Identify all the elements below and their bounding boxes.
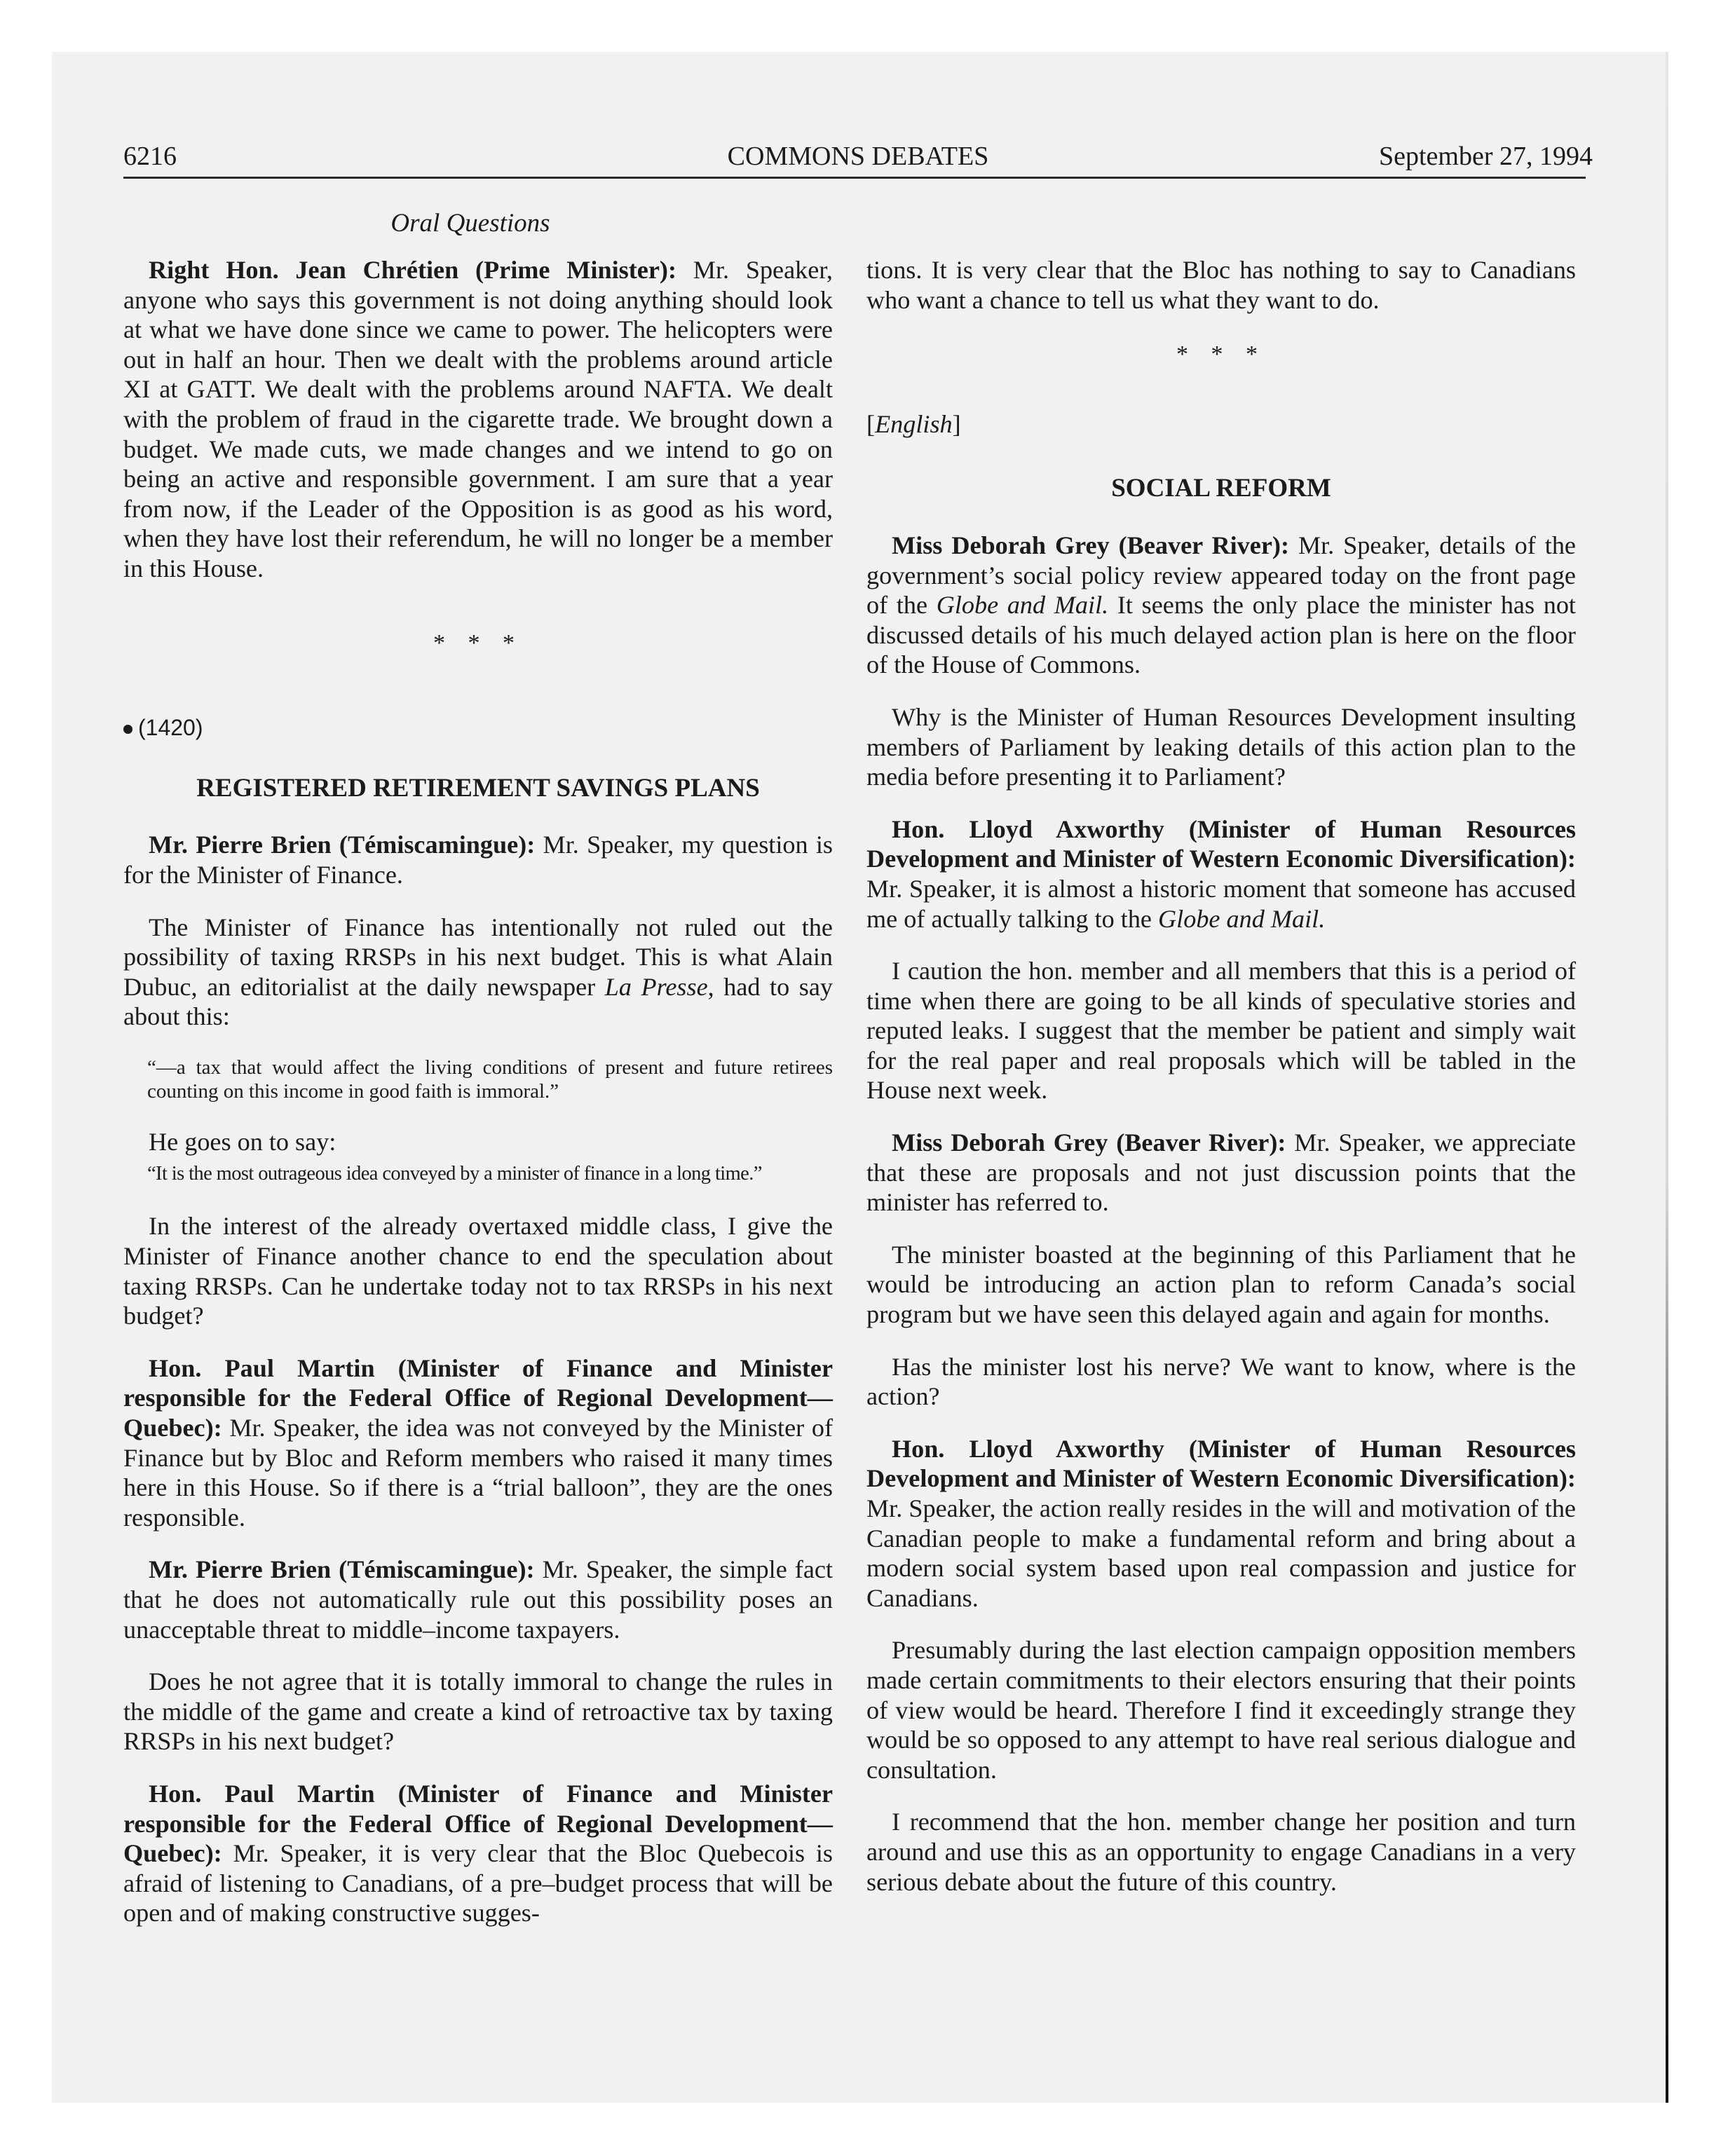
speech-text: Mr. Speaker, it is almost a historic moment that someone has accused me of actually talking to the — [866, 874, 1576, 933]
section-separator: * * * — [1176, 341, 1266, 368]
speech-text: He goes on to say: — [149, 1127, 336, 1156]
language-marker: [ English ] — [866, 409, 1576, 439]
block-quote: “It is the most outrageous idea conveyed by a minister of finance in a long time.” — [147, 1163, 762, 1185]
speaker-name: Miss Deborah Grey (Beaver River): — [892, 531, 1289, 559]
speaker-name: Hon. Lloyd Axworthy (Minister of Human Resources Development and Minister of Western Economic Diversification): — [866, 814, 1576, 873]
paragraph — [123, 830, 833, 889]
block-quote: “—a tax that would affect the living conditions of present and future retirees counting on this income in good faith is immoral.” — [147, 1056, 833, 1103]
section-title: Oral Questions — [390, 209, 550, 238]
time-marker — [123, 713, 833, 743]
speech-text: Mr. Speaker, we appreciate that these are proposals and not just discussion points that the minister has referred to. — [866, 1128, 1576, 1217]
paragraph — [123, 1667, 833, 1756]
newspaper-name: Globe and Mail. — [936, 591, 1109, 620]
paragraph — [866, 956, 1576, 1105]
paragraph — [866, 1434, 1576, 1613]
speaker-name: Miss Deborah Grey (Beaver River): — [892, 1128, 1286, 1157]
speech-text: Why is the Minister of Human Resources Development insulting members of Parliament by leaking details of this action plan to the media before presenting it to Parliament? — [866, 702, 1576, 791]
paragraph — [866, 255, 1576, 315]
newspaper-name: La Presse — [604, 972, 708, 1001]
speaker-name: Hon. Lloyd Axworthy (Minister of Human Resources Development and Minister of Western Economic Diversification): — [866, 1434, 1576, 1493]
page-edge-shadow — [1666, 52, 1668, 2103]
paragraph — [123, 1779, 833, 1928]
paragraph — [866, 531, 1576, 680]
speaker-name: Right Hon. Jean Chrétien (Prime Minister): — [149, 256, 677, 284]
speech-text: I recommend that the hon. member change her position and turn around and use this as an opportunity to engage Canadians in a very serious debate about the future of this country. — [866, 1808, 1576, 1896]
paragraph — [123, 1555, 833, 1644]
speech-text: The Minister of Finance has intentionally not ruled out the possibility of taxing RRSPs in his next budget. This is what Alain Dubuc, an editorialist at the daily newspaper — [123, 913, 833, 1001]
paragraph — [866, 702, 1576, 792]
topic-heading: SOCIAL REFORM — [1111, 474, 1331, 503]
speech-text: Mr. Speaker, details of the government’s social policy review appeared today on the front page of the — [866, 531, 1576, 620]
time-label: (1420) — [138, 715, 203, 741]
paragraph — [123, 1127, 833, 1157]
publication-date: September 27, 1994 — [1378, 142, 1593, 171]
speech-text: Mr. Speaker, it is very clear that the Bloc Quebecois is afraid of listening to Canadians, of a pre–budget process that will be open and of making constructive sugges- — [123, 1839, 833, 1928]
speech-text: It seems the only place the minister has not discussed details of his much delayed action plan is here on the floor of the House of Commons. — [866, 591, 1576, 679]
speaker-name: Hon. Paul Martin (Minister of Finance and Minister responsible for the Federal Office of Regional Development—Quebec): — [123, 1779, 833, 1868]
paragraph — [866, 814, 1576, 934]
speech-text: Does he not agree that it is totally immoral to change the rules in the middle of the game and create a kind of retroactive tax by taxing RRSPs in his next budget? — [123, 1667, 833, 1756]
publication-title: COMMONS DEBATES — [727, 142, 989, 171]
page-header — [123, 137, 1593, 175]
speech-text: I caution the hon. member and all members that this is a period of time when there are going to be all kinds of speculative stories and reputed leaks. I suggest that the member be patient and simply wait for the real paper and real proposals which will be tabled in the House next week. — [866, 957, 1576, 1105]
speech-text: Mr. Speaker, anyone who says this government is not doing anything should look at what we have done since we came to power. The helicopters were out in half an hour. Then we dealt with the problems around article XI at GATT. We dealt with the problems around NAFTA. We dealt with the problem of fraud in the cigarette trade. We brought down a budget. We made cuts, we made changes and we intend to go on being an active and responsible government. I am sure that a year from now, if the Leader of the Opposition is as good as his word, when they have lost their referendum, he will no longer be a member in this House. — [123, 256, 833, 582]
speech-text: Presumably during the last election campaign opposition members made certain commitments to their electors ensuring that their points of view would be heard. Therefore I find it exceedingly strange they would be so opposed to any attempt to have real serious dialogue and consultation. — [866, 1636, 1576, 1784]
topic-heading: REGISTERED RETIREMENT SAVINGS PLANS — [196, 773, 760, 803]
speaker-name: Mr. Pierre Brien (Témiscamingue): — [149, 1555, 535, 1584]
paragraph — [866, 1807, 1576, 1897]
speech-text: , had to say about this: — [123, 972, 833, 1031]
speech-text: Mr. Speaker, the idea was not conveyed by the Minister of Finance but by Bloc and Reform members who raised it many times here in this House. So if there is a “trial balloon”, they are the ones responsible. — [123, 1414, 833, 1531]
right-column — [866, 255, 1576, 1919]
speech-text: Has the minister lost his nerve? We want to know, where is the action? — [866, 1352, 1576, 1411]
paragraph — [123, 1211, 833, 1330]
bullet-icon — [123, 725, 132, 734]
paragraph — [866, 1352, 1576, 1412]
header-rule — [123, 177, 1586, 179]
speech-text: In the interest of the already overtaxed middle class, I give the Minister of Finance another chance to end the speculation about taxing RRSPs. Can he undertake today not to tax RRSPs in his next budget? — [123, 1212, 833, 1330]
paragraph — [123, 1353, 833, 1533]
speech-text: Mr. Speaker, the action really resides in the will and motivation of the Canadian people to make a fundamental reform and bring about a modern social system based upon real compassion and justice for Canadians. — [866, 1494, 1576, 1612]
speech-text: The minister boasted at the beginning of this Parliament that he would be introducing an action plan to reform Canada’s social program but we have seen this delayed again and again for months. — [866, 1240, 1576, 1329]
speaker-name: Mr. Pierre Brien (Témiscamingue): — [149, 831, 536, 859]
paragraph — [123, 255, 833, 584]
speech-text: Mr. Speaker, my question is for the Minister of Finance. — [123, 831, 833, 889]
paragraph — [866, 1128, 1576, 1217]
speaker-name: Hon. Paul Martin (Minister of Finance and Minister responsible for the Federal Office of Regional Development—Quebec): — [123, 1353, 833, 1442]
paragraph — [123, 913, 833, 1032]
newspaper-name: Globe and Mail. — [1158, 904, 1326, 933]
left-column — [123, 255, 833, 1951]
paragraph — [866, 1635, 1576, 1785]
speech-text: Mr. Speaker, the simple fact that he does not automatically rule out this possibility poses an unacceptable threat to middle–income taxpayers. — [123, 1555, 834, 1644]
page-number: 6216 — [123, 142, 177, 171]
section-separator: * * * — [433, 629, 523, 656]
paragraph — [866, 1240, 1576, 1330]
speech-text: tions. It is very clear that the Bloc has nothing to say to Canadians who want a chance to tell us what they want to do. — [866, 256, 1576, 314]
